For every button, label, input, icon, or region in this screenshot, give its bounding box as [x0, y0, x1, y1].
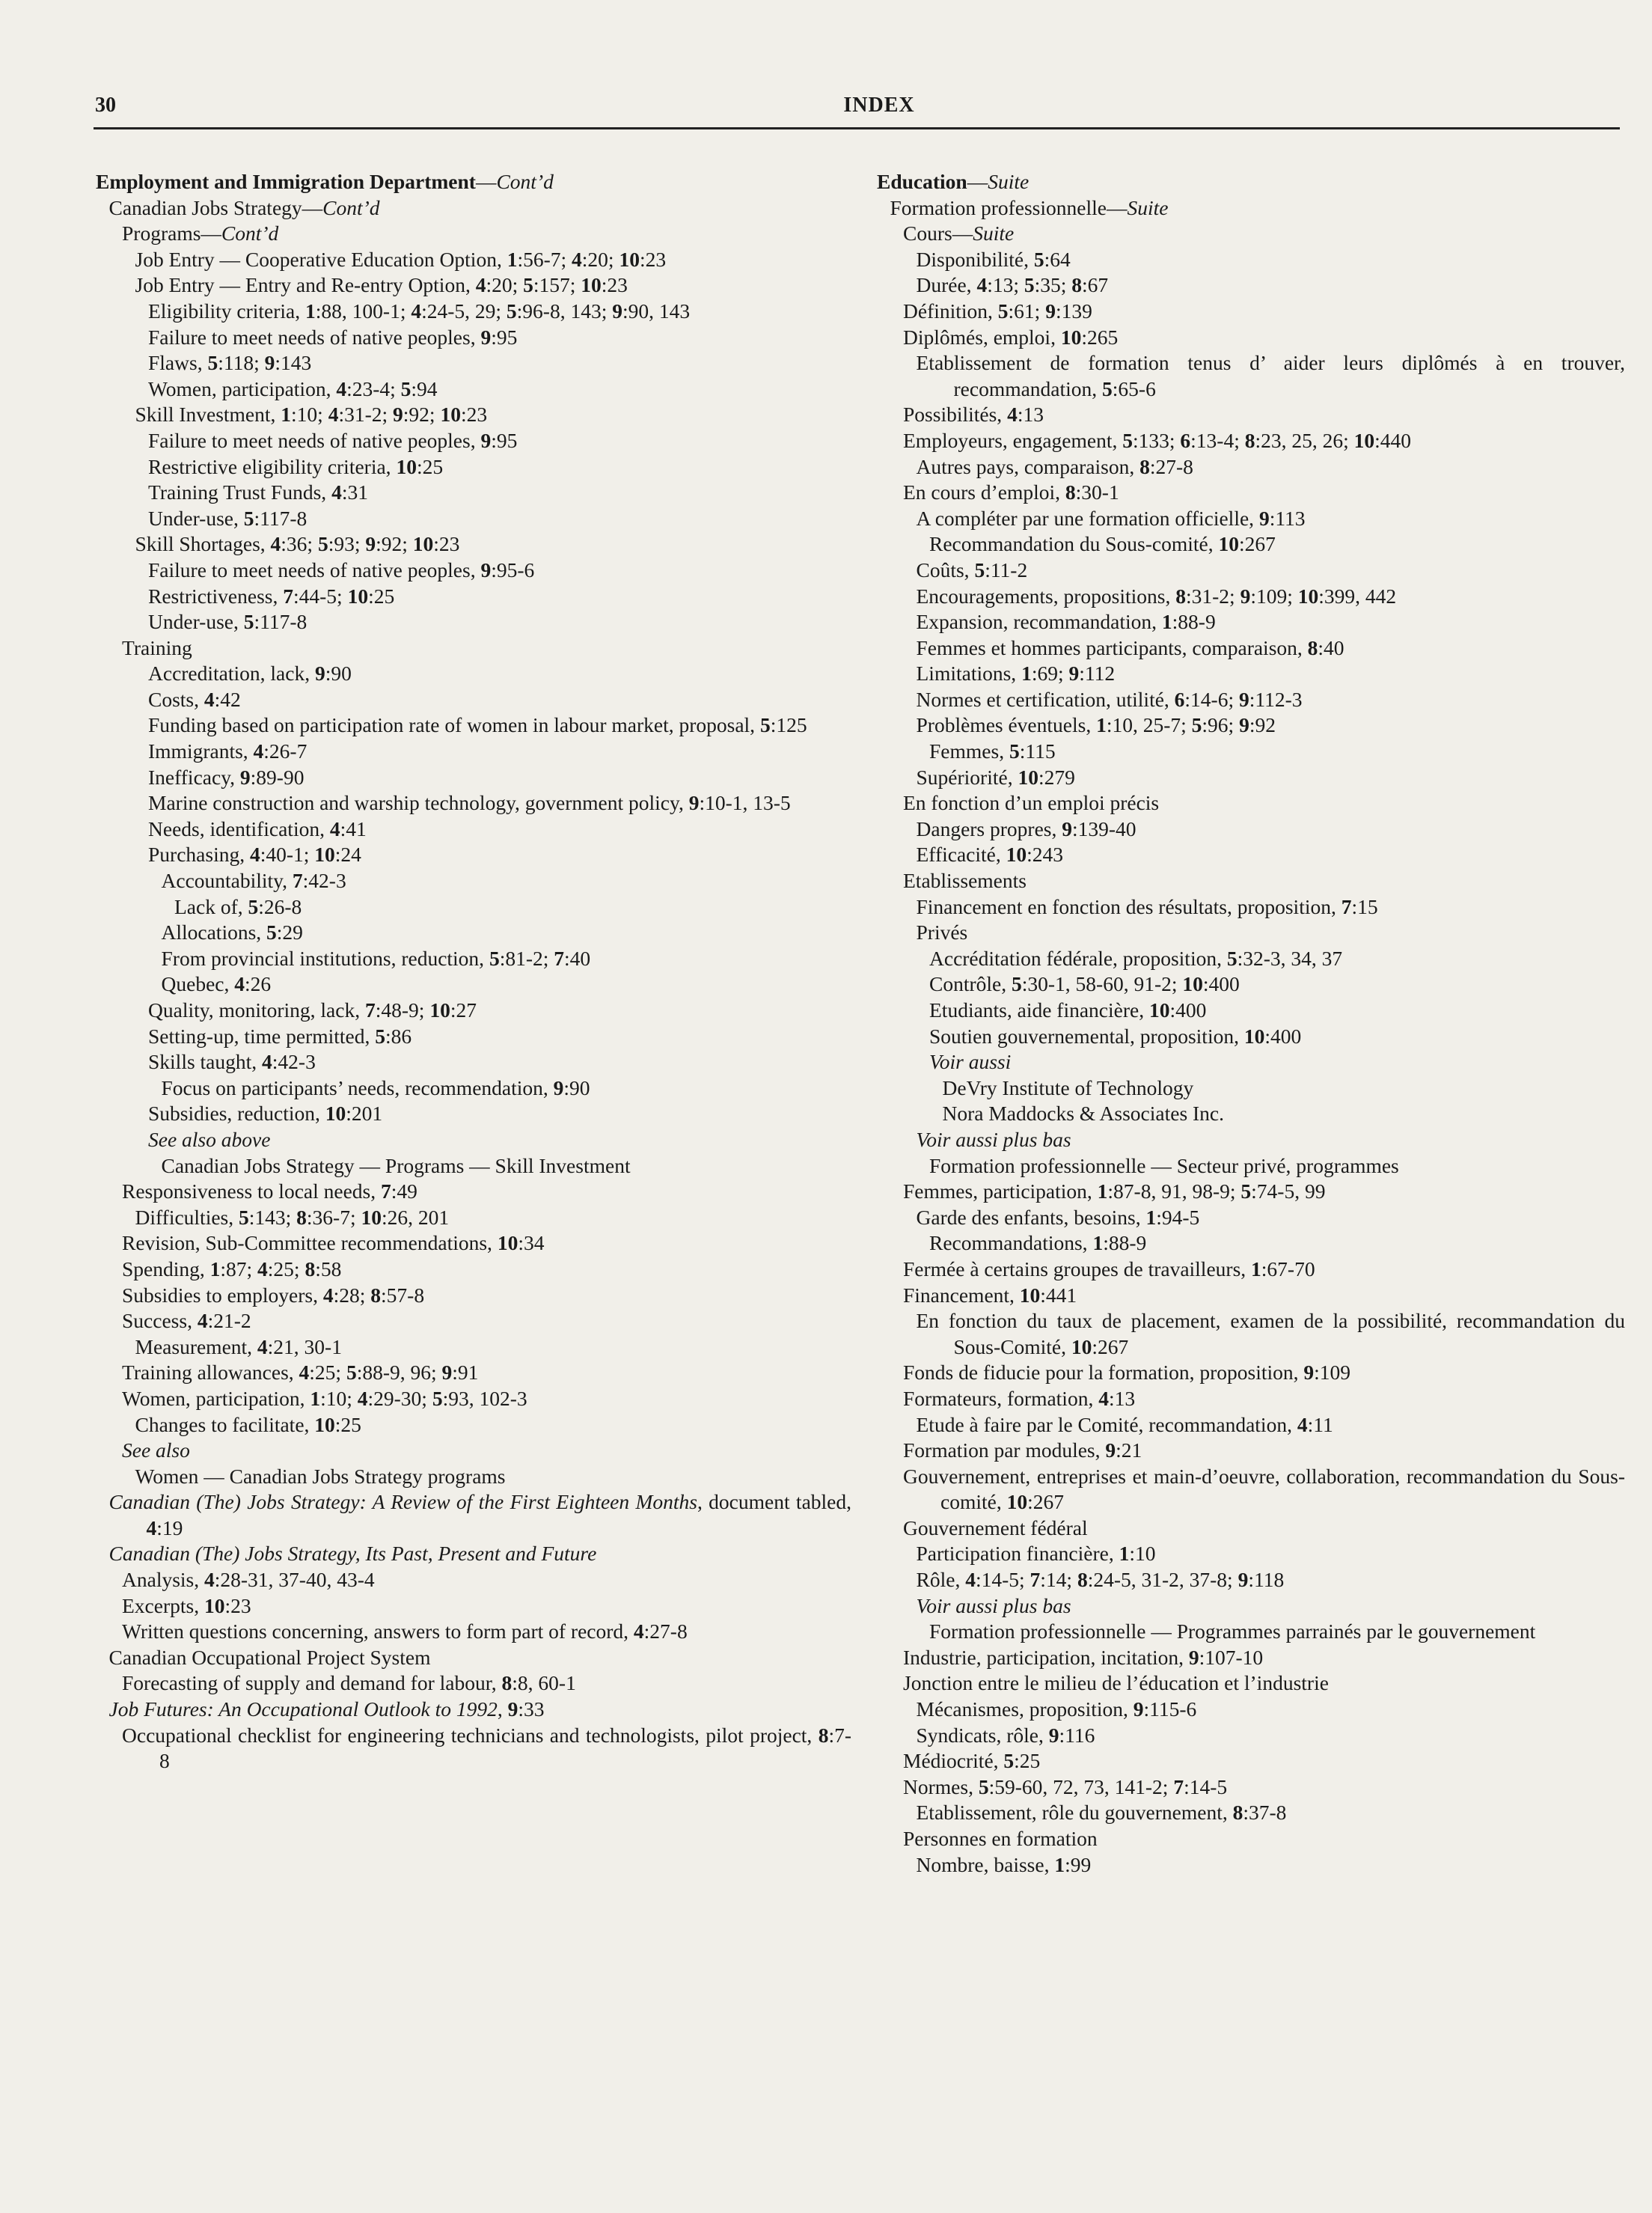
index-entry: See also above	[148, 1127, 271, 1151]
index-entry: Nombre, baisse, 1:99	[916, 1852, 1092, 1876]
index-entry: Expansion, recommandation, 1:88-9	[916, 610, 1216, 634]
index-entry: Spending, 1:87; 4:25; 8:58	[122, 1257, 342, 1281]
index-entry: En fonction du taux de placement, examen de la possibilité, recommandation du Sous-Comité, 10:267	[916, 1309, 1625, 1358]
index-entry: Limitations, 1:69; 9:112	[916, 662, 1116, 686]
index-entry: Formateurs, formation, 4:13	[903, 1386, 1136, 1410]
index-entry: Costs, 4:42	[148, 687, 241, 711]
index-entry: Difficulties, 5:143; 8:36-7; 10:26, 201	[135, 1205, 450, 1229]
index-entry: Fonds de fiducie pour la formation, proposition, 9:109	[903, 1361, 1351, 1385]
index-entry: En fonction d’un emploi précis	[903, 791, 1160, 815]
index-entry: Possibilités, 4:13	[903, 403, 1044, 427]
index-entry: Responsiveness to local needs, 7:49	[122, 1179, 417, 1203]
index-entry: Women, participation, 4:23-4; 5:94	[148, 376, 438, 400]
index-entry: Changes to facilitate, 10:25	[135, 1412, 361, 1436]
index-entry: Eligibility criteria, 1:88, 100-1; 4:24-5, 29; 5:96-8, 143; 9:90, 143	[148, 299, 691, 323]
index-entry: Efficacité, 10:243	[916, 843, 1064, 867]
index-entry: Occupational checklist for engineering technicians and technologists, pilot project, 8:7-8	[122, 1723, 851, 1773]
index-entry: Autres pays, comparaison, 8:27-8	[916, 454, 1193, 478]
index-entry: Personnes en formation	[903, 1827, 1098, 1850]
index-entry: Employment and Immigration Department—Cont’d	[96, 170, 554, 193]
index-entry: Etablissement, rôle du gouvernement, 8:37-8	[916, 1801, 1287, 1825]
index-entry: Accréditation fédérale, proposition, 5:32-3, 34, 37	[929, 946, 1343, 970]
index-entry: Training Trust Funds, 4:31	[148, 480, 368, 504]
index-entry: Restrictive eligibility criteria, 10:25	[148, 454, 444, 478]
index-entry: Women, participation, 1:10; 4:29-30; 5:93, 102-3	[122, 1386, 527, 1410]
index-entry: Purchasing, 4:40-1; 10:24	[148, 843, 361, 867]
index-entry: Etudiants, aide financière, 10:400	[929, 998, 1207, 1022]
index-entry: Etablissements	[903, 869, 1027, 893]
index-entry: Immigrants, 4:26-7	[148, 739, 308, 763]
index-entry: A compléter par une formation officielle, 9:113	[916, 506, 1306, 530]
index-entry: Soutien gouvernemental, proposition, 10:400	[929, 1024, 1302, 1048]
index-entry: Canadian Occupational Project System	[108, 1645, 431, 1669]
index-entry: Formation professionnelle — Programmes parrainés par le gouvernement	[929, 1620, 1536, 1643]
index-entry: Participation financière, 1:10	[916, 1542, 1156, 1566]
index-entry: Needs, identification, 4:41	[148, 816, 367, 840]
index-entry: Voir aussi plus bas	[916, 1593, 1071, 1617]
index-entry: Quality, monitoring, lack, 7:48-9; 10:27	[148, 998, 477, 1022]
index-entry: Privés	[916, 921, 968, 944]
index-entry: Setting-up, time permitted, 5:86	[148, 1024, 412, 1048]
index-entry: Définition, 5:61; 9:139	[903, 299, 1092, 323]
index-entry: Under-use, 5:117-8	[148, 610, 308, 634]
index-entry: Flaws, 5:118; 9:143	[148, 351, 312, 375]
index-entry: Written questions concerning, answers to form part of record, 4:27-8	[122, 1620, 688, 1643]
index-entry: Nora Maddocks & Associates Inc.	[942, 1102, 1225, 1126]
index-entry: Under-use, 5:117-8	[148, 506, 308, 530]
index-entry: Job Entry — Cooperative Education Option, 1:56-7; 4:20; 10:23	[135, 247, 667, 271]
index-entry: Failure to meet needs of native peoples, 9:95	[148, 325, 518, 349]
index-entry: Skills taught, 4:42-3	[148, 1050, 316, 1074]
index-entry: Cours—Suite	[903, 222, 1015, 245]
index-entry: Training	[122, 635, 192, 659]
index-entry: Diplômés, emploi, 10:265	[903, 325, 1119, 349]
index-entry: Problèmes éventuels, 1:10, 25-7; 5:96; 9:92	[916, 713, 1276, 737]
index-entry: Médiocrité, 5:25	[903, 1749, 1041, 1773]
index-entry: Canadian Jobs Strategy — Programs — Skill Investment	[161, 1153, 631, 1177]
index-entry: Success, 4:21-2	[122, 1309, 251, 1333]
index-entry: Encouragements, propositions, 8:31-2; 9:109; 10:399, 442	[916, 584, 1397, 608]
index-entry: Mécanismes, proposition, 9:115-6	[916, 1697, 1197, 1721]
index-entry: Industrie, participation, incitation, 9:107-10	[903, 1645, 1264, 1669]
index-entry: Women — Canadian Jobs Strategy programs	[135, 1464, 506, 1488]
index-entry: Recommandations, 1:88-9	[929, 1231, 1147, 1255]
index-entry: Jonction entre le milieu de l’éducation et l’industrie	[903, 1671, 1329, 1695]
index-entry: Voir aussi	[929, 1050, 1012, 1074]
header-rule	[94, 127, 1620, 129]
index-entry: Fermée à certains groupes de travailleurs, 1:67-70	[903, 1257, 1315, 1281]
index-entry: Failure to meet needs of native peoples, 9:95	[148, 428, 518, 452]
index-entry: Femmes, 5:115	[929, 739, 1056, 763]
index-entry: Etude à faire par le Comité, recommandation, 4:11	[916, 1412, 1333, 1436]
index-entry: Funding based on participation rate of women in labour market, proposal, 5:125	[148, 713, 807, 737]
index-entry: Subsidies, reduction, 10:201	[148, 1102, 383, 1126]
page-number: 30	[95, 94, 116, 117]
index-entry: Normes, 5:59-60, 72, 73, 141-2; 7:14-5	[903, 1774, 1228, 1798]
index-entry: Inefficacy, 9:89-90	[148, 765, 305, 789]
index-entry: Formation professionnelle—Suite	[890, 195, 1169, 219]
index-entry: Femmes, participation, 1:87-8, 91, 98-9; 5:74-5, 99	[903, 1179, 1326, 1203]
index-entry: Garde des enfants, besoins, 1:94-5	[916, 1205, 1200, 1229]
index-entry: From provincial institutions, reduction, 5:81-2; 7:40	[161, 946, 591, 970]
index-entry: Forecasting of supply and demand for labour, 8:8, 60-1	[122, 1671, 576, 1695]
index-entry: See also	[122, 1438, 190, 1462]
index-column-right	[877, 169, 1625, 1878]
index-entry: Disponibilité, 5:64	[916, 247, 1071, 271]
index-entry: Job Futures: An Occupational Outlook to 1992, 9:33	[108, 1697, 545, 1721]
index-entry: Allocations, 5:29	[161, 921, 303, 944]
index-entry: Training allowances, 4:25; 5:88-9, 96; 9:91	[122, 1361, 479, 1385]
index-entry: Canadian (The) Jobs Strategy: A Review of the First Eighteen Months, document tabled, 4:19	[108, 1490, 851, 1539]
running-head: INDEX	[843, 94, 915, 117]
index-entry: Financement en fonction des résultats, proposition, 7:15	[916, 894, 1378, 918]
index-entry: Formation par modules, 9:21	[903, 1438, 1142, 1462]
index-entry: Analysis, 4:28-31, 37-40, 43-4	[122, 1568, 375, 1592]
index-entry: Etablissement de formation tenus d’ aider leurs diplômés à en trouver, recommandation, 5:65-6	[916, 351, 1625, 400]
index-entry: Gouvernement fédéral	[903, 1515, 1088, 1539]
index-entry: Supériorité, 10:279	[916, 765, 1075, 789]
index-entry: Skill Investment, 1:10; 4:31-2; 9:92; 10:23	[135, 403, 488, 427]
index-entry: Femmes et hommes participants, comparaison, 8:40	[916, 635, 1344, 659]
index-entry: Programs—Cont’d	[122, 222, 279, 245]
index-entry: Recommandation du Sous-comité, 10:267	[929, 532, 1276, 556]
index-column-left	[96, 169, 851, 1774]
index-entry: DeVry Institute of Technology	[942, 1075, 1194, 1099]
index-entry: Marine construction and warship technology, government policy, 9:10-1, 13-5	[148, 791, 791, 815]
index-entry: Syndicats, rôle, 9:116	[916, 1723, 1095, 1747]
index-entry: Skill Shortages, 4:36; 5:93; 9:92; 10:23	[135, 532, 460, 556]
index-entry: Job Entry — Entry and Re-entry Option, 4:20; 5:157; 10:23	[135, 273, 628, 297]
index-entry: Rôle, 4:14-5; 7:14; 8:24-5, 31-2, 37-8; 9:118	[916, 1568, 1285, 1592]
index-entry: Contrôle, 5:30-1, 58-60, 91-2; 10:400	[929, 972, 1240, 996]
index-entry: Lack of, 5:26-8	[174, 894, 302, 918]
index-entry: Measurement, 4:21, 30-1	[135, 1334, 342, 1358]
index-entry: Normes et certification, utilité, 6:14-6; 9:112-3	[916, 687, 1303, 711]
index-entry: Failure to meet needs of native peoples, 9:95-6	[148, 558, 535, 582]
index-entry: Gouvernement, entreprises et main-d’oeuvre, collaboration, recommandation du Sous-comité, 10:267	[903, 1464, 1625, 1514]
index-entry: Quebec, 4:26	[161, 972, 272, 996]
index-entry: Subsidies to employers, 4:28; 8:57-8	[122, 1283, 425, 1307]
index-entry: Coûts, 5:11-2	[916, 558, 1028, 582]
index-entry: Focus on participants’ needs, recommendation, 9:90	[161, 1075, 590, 1099]
index-entry: Restrictiveness, 7:44-5; 10:25	[148, 584, 395, 608]
index-entry: Employeurs, engagement, 5:133; 6:13-4; 8:23, 25, 26; 10:440	[903, 428, 1412, 452]
index-entry: Durée, 4:13; 5:35; 8:67	[916, 273, 1109, 297]
index-entry: Formation professionnelle — Secteur privé, programmes	[929, 1153, 1399, 1177]
index-entry: Education—Suite	[877, 170, 1030, 193]
index-entry: Revision, Sub-Committee recommendations, 10:34	[122, 1231, 545, 1255]
index-entry: Canadian (The) Jobs Strategy, Its Past, Present and Future	[108, 1542, 597, 1566]
index-entry: Dangers propres, 9:139-40	[916, 816, 1136, 840]
index-entry: Excerpts, 10:23	[122, 1593, 251, 1617]
index-entry: Accountability, 7:42-3	[161, 869, 346, 893]
index-entry: Canadian Jobs Strategy—Cont’d	[108, 195, 380, 219]
index-entry: En cours d’emploi, 8:30-1	[903, 480, 1119, 504]
index-entry: Voir aussi plus bas	[916, 1127, 1071, 1151]
index-entry: Accreditation, lack, 9:90	[148, 662, 352, 686]
index-entry: Financement, 10:441	[903, 1283, 1077, 1307]
